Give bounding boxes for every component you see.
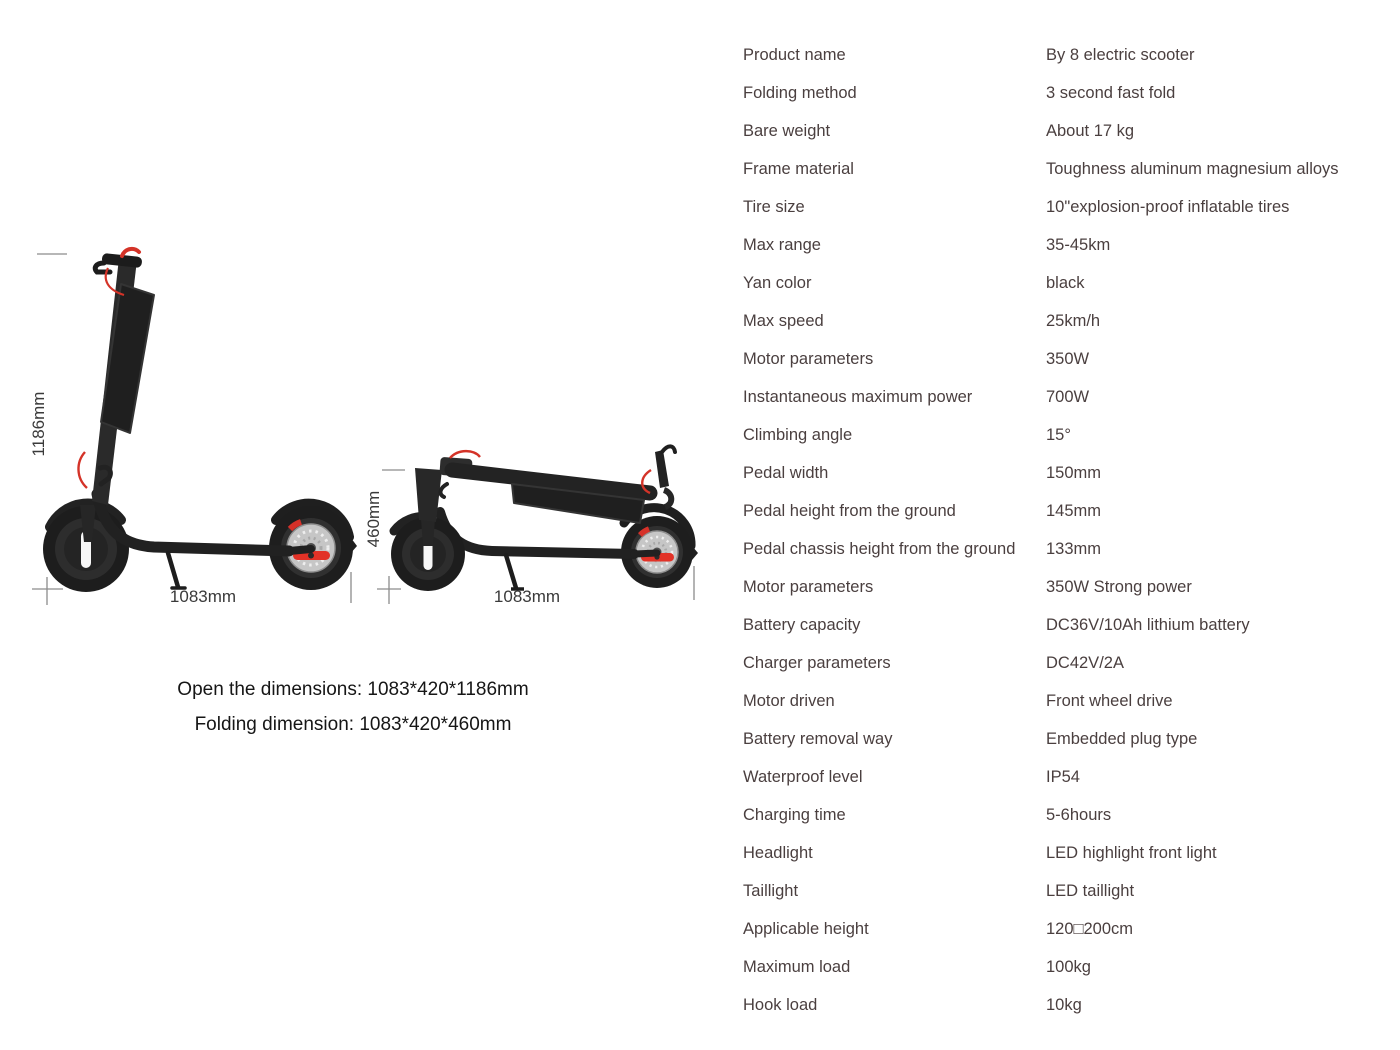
spec-value: 15° [1046,426,1071,444]
spec-value: IP54 [1046,768,1080,786]
spec-label: Maximum load [743,958,851,976]
spec-label: Climbing angle [743,426,853,444]
spec-value: Front wheel drive [1046,692,1173,710]
scooter-diagrams [0,0,720,640]
spec-label: Folding method [743,84,857,102]
spec-value: 10"explosion-proof inflatable tires [1046,198,1290,216]
folded-height-label: 460mm [364,490,383,548]
spec-label: Pedal width [743,464,829,482]
spec-value: About 17 kg [1046,122,1135,140]
spec-value: 350W [1046,350,1090,368]
spec-table [743,36,1393,1024]
spec-label: Charging time [743,806,846,824]
spec-label: Tire size [743,198,805,216]
open-height-label: 1186mm [29,391,48,457]
spec-value: LED taillight [1046,882,1135,900]
scooter-open-illustration [43,249,357,592]
spec-value: 700W [1046,388,1090,406]
spec-label: Taillight [743,882,799,900]
spec-label: Motor driven [743,692,835,710]
spec-row [743,644,1393,682]
spec-label: Max range [743,236,821,254]
spec-label: Charger parameters [743,654,891,672]
spec-row [743,530,1393,568]
spec-label: Motor parameters [743,578,874,596]
spec-label: Battery capacity [743,616,861,634]
spec-row [743,796,1393,834]
spec-label: Product name [743,46,846,64]
folded-origin-cross [377,576,401,604]
dimension-captions [0,672,706,742]
spec-row [743,758,1393,796]
spec-value: 100kg [1046,958,1091,976]
spec-value: 10kg [1046,996,1082,1014]
spec-label: Pedal chassis height from the ground [743,540,1016,558]
spec-value: 145mm [1046,502,1102,520]
open-length-label: 1083mm [169,587,237,606]
spec-value: 120□200cm [1046,920,1134,938]
spec-row [743,606,1393,644]
spec-label: Bare weight [743,122,831,140]
spec-value: black [1046,274,1085,292]
spec-row [743,720,1393,758]
spec-value: DC36V/10Ah lithium battery [1046,616,1250,634]
spec-row [743,264,1393,302]
spec-row [743,682,1393,720]
spec-row [743,416,1393,454]
spec-row [743,872,1393,910]
spec-label: Max speed [743,312,824,330]
folded-length-label: 1083mm [493,587,561,606]
spec-row [743,112,1393,150]
spec-row [743,492,1393,530]
spec-label: Battery removal way [743,730,893,748]
spec-row [743,36,1393,74]
spec-row [743,910,1393,948]
spec-label: Headlight [743,844,813,862]
open-dimensions-text: Open the dimensions: 1083*420*1186mm [177,679,529,700]
spec-row [743,568,1393,606]
spec-label: Yan color [743,274,812,292]
spec-row [743,454,1393,492]
spec-label: Motor parameters [743,350,874,368]
spec-row [743,226,1393,264]
spec-value: LED highlight front light [1046,844,1217,862]
spec-row [743,302,1393,340]
spec-value: 25km/h [1046,312,1101,330]
spec-row [743,378,1393,416]
spec-row [743,150,1393,188]
spec-label: Waterproof level [743,768,863,786]
spec-value: Toughness aluminum magnesium alloys [1046,160,1339,178]
spec-value: 35-45km [1046,236,1111,254]
spec-row [743,340,1393,378]
spec-value: By 8 electric scooter [1046,46,1195,64]
spec-label: Applicable height [743,920,869,938]
spec-value: Embedded plug type [1046,730,1198,748]
spec-value: 133mm [1046,540,1102,558]
spec-label: Pedal height from the ground [743,502,956,520]
spec-value: DC42V/2A [1046,654,1124,672]
scooter-folded-illustration [391,446,698,591]
spec-row [743,986,1393,1024]
spec-value: 350W Strong power [1046,578,1192,596]
spec-value: 150mm [1046,464,1102,482]
spec-label: Hook load [743,996,818,1014]
folding-dimension-text: Folding dimension: 1083*420*460mm [194,714,512,735]
spec-label: Frame material [743,160,854,178]
spec-row [743,948,1393,986]
spec-row [743,834,1393,872]
spec-row [743,188,1393,226]
spec-value: 5-6hours [1046,806,1112,824]
spec-value: 3 second fast fold [1046,84,1176,102]
spec-row [743,74,1393,112]
spec-label: Instantaneous maximum power [743,388,973,406]
